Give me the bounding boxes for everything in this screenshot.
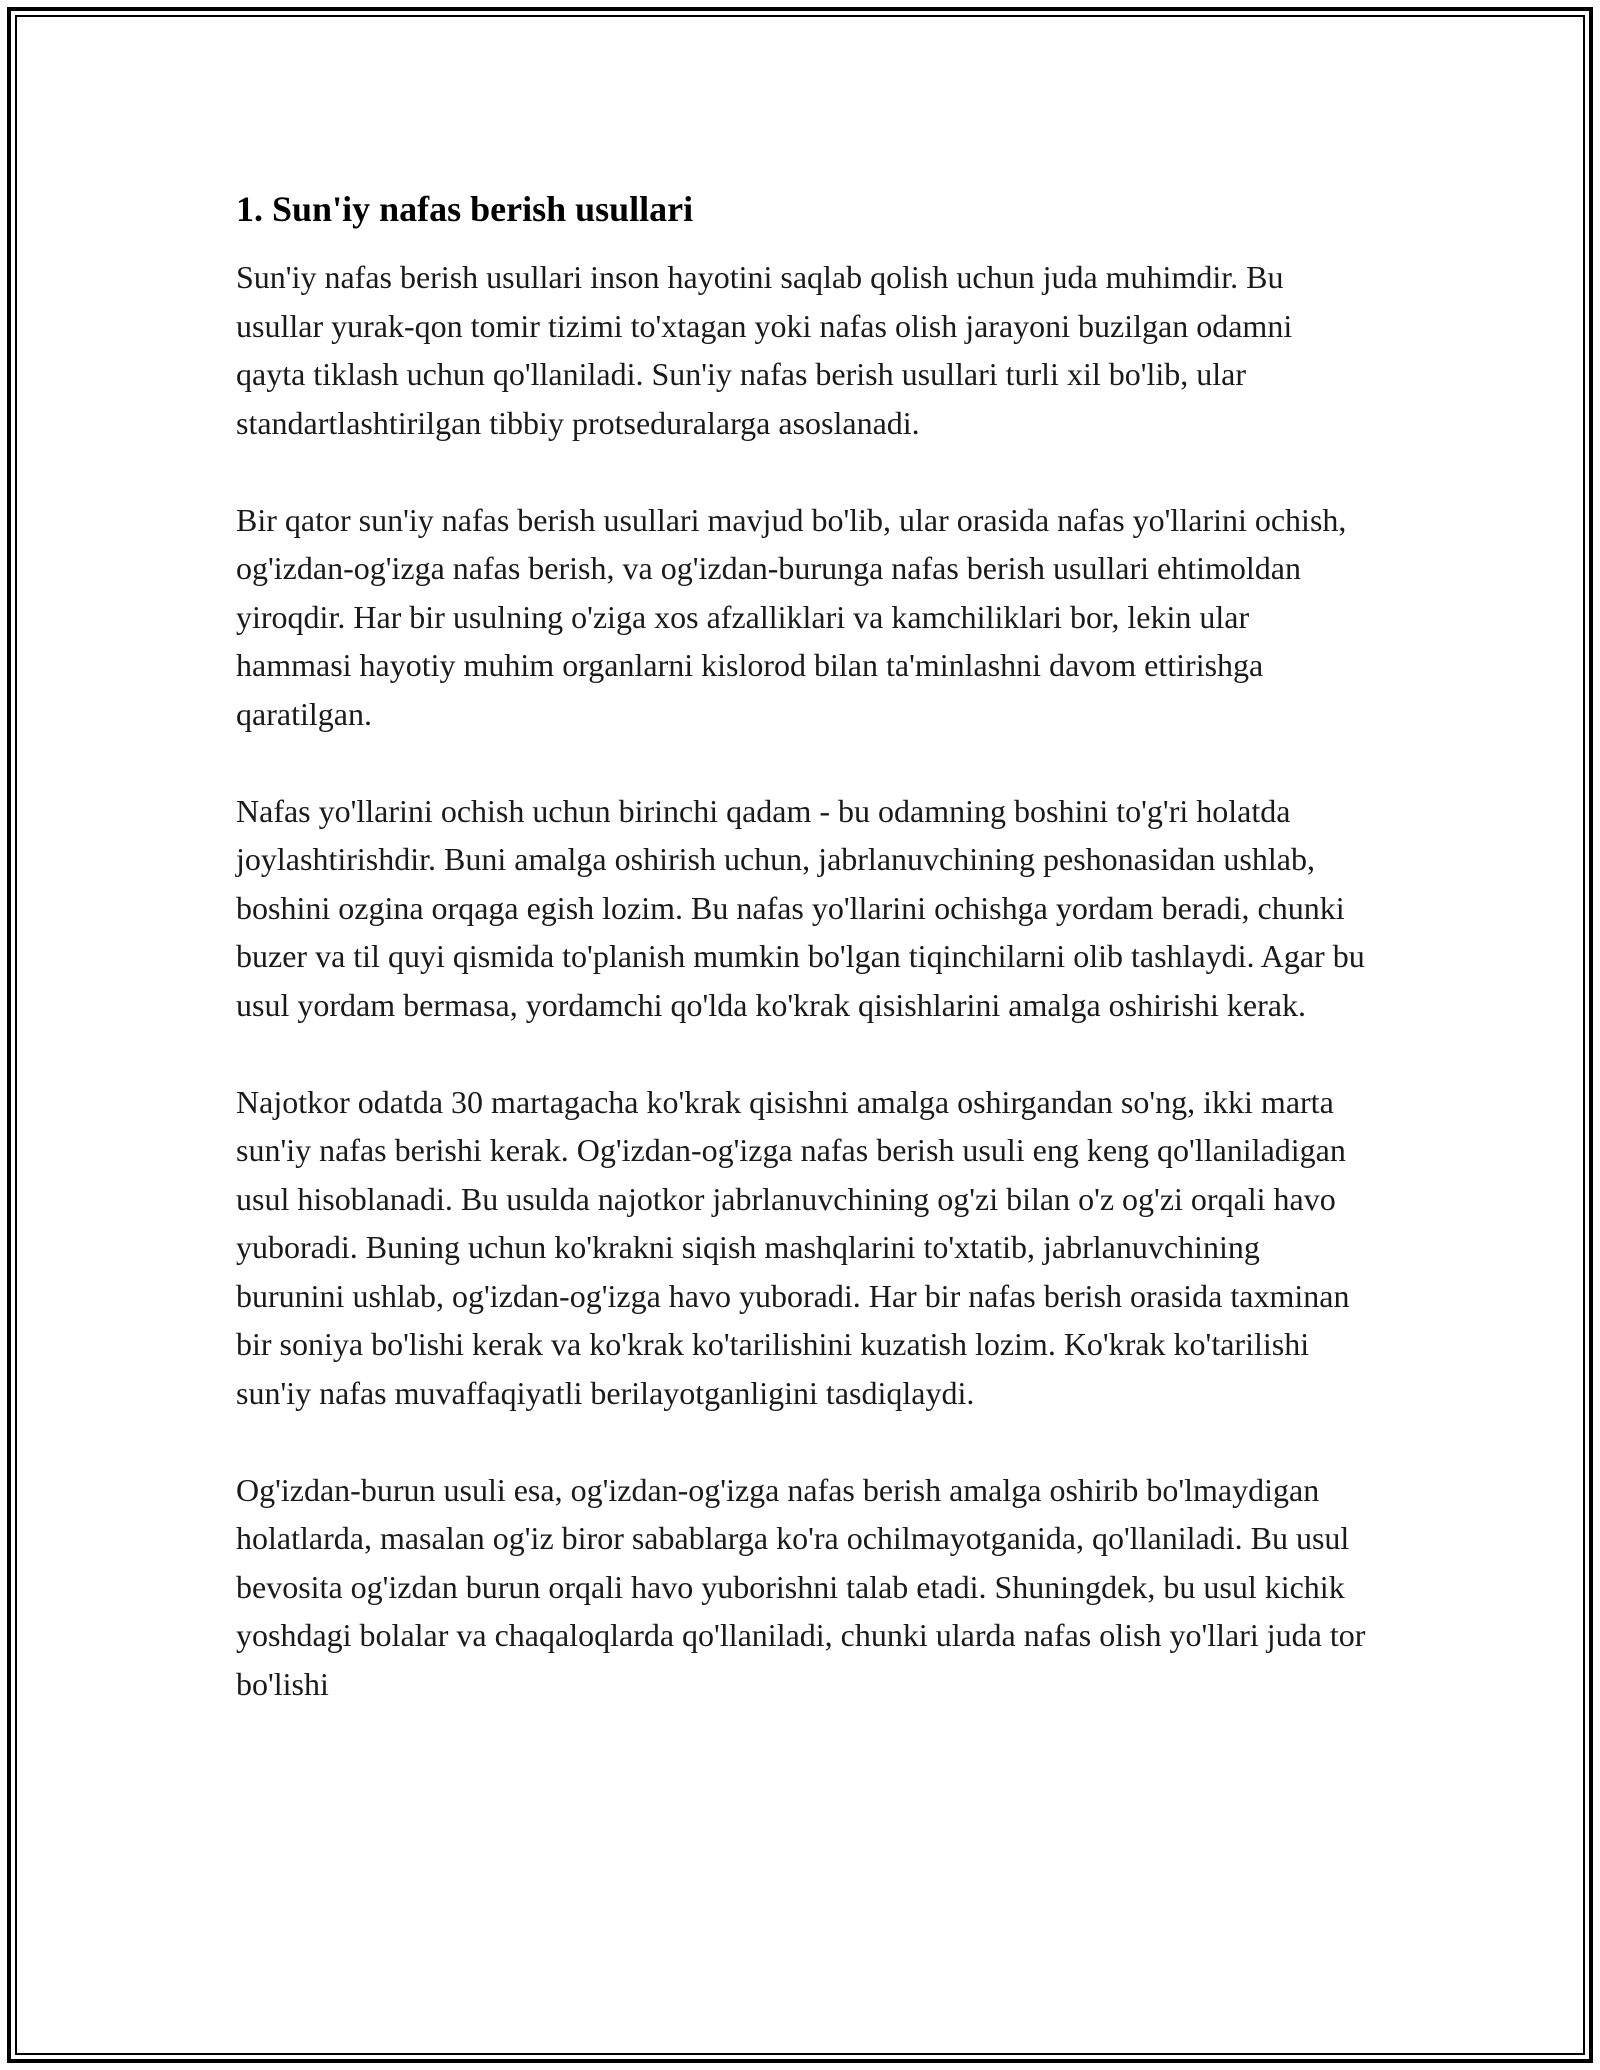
paragraph-2: Bir qator sun'iy nafas berish usullari mavjud bo'lib, ular orasida nafas yo'llarini ochish, og'izdan-og'izga nafas berish, va og'izdan-burunga nafas berish usullari ehtimoldan yiroqdir. Har bir usulning o'ziga xos afzalliklari va kamchiliklari bor, lekin ular hammasi hayotiy muhim organlarni kislorod bilan ta'minlashni davom ettirishga qaratilgan. bbox=[236, 501, 1347, 732]
paragraph-3: Nafas yo'llarini ochish uchun birinchi qadam - bu odamning boshini to'g'ri holatda joylashtirishdir. Buni amalga oshirish uchun, jabrlanuvchining peshonasidan ushlab, boshini ozgina orqaga egish lozim. Bu nafas yo'llarini ochishga yordam beradi, chunki buzer va til quyi qismida to'planish mumkin bo'lgan tiqinchilarni olib tashlaydi. Agar bu usul yordam bermasa, yordamchi qo'lda ko'krak qisishlarini amalga oshirishi kerak. bbox=[236, 792, 1365, 1023]
document-body bbox=[236, 185, 1366, 1708]
section-heading: 1. Sun'iy nafas berish usullari bbox=[236, 189, 694, 229]
paragraph-4: Najotkor odatda 30 martagacha ko'krak qisishni amalga oshirgandan so'ng, ikki marta sun'iy nafas berishi kerak. Og'izdan-og'izga nafas berish usuli eng keng qo'llaniladigan usul hisoblanadi. Bu usulda najotkor jabrlanuvchining og'zi bilan o'z og'zi orqali havo yuboradi. Buning uchun ko'krakni siqish mashqlarini to'xtatib, jabrlanuvchining burunini ushlab, og'izdan-og'izga havo yuboradi. Har bir nafas berish orasida taxminan bir soniya bo'lishi kerak va ko'krak ko'tarilishini kuzatish lozim. Ko'krak ko'tarilishi sun'iy nafas muvaffaqiyatli berilayotganligini tasdiqlaydi. bbox=[236, 1083, 1350, 1411]
paragraph-5: Og'izdan-burun usuli esa, og'izdan-og'izga nafas berish amalga oshirib bo'lmaydigan holatlarda, masalan og'iz biror sabablarga ko'ra ochilmayotganida, qo'llaniladi. Bu usul bevosita og'izdan burun orqali havo yuborishni talab etadi. Shuningdek, bu usul kichik yoshdagi bolalar va chaqaloqlarda qo'llaniladi, chunki ularda nafas olish yo'llari juda tor bo'lishi bbox=[236, 1471, 1366, 1702]
paragraph-1: Sun'iy nafas berish usullari inson hayotini saqlab qolish uchun juda muhimdir. Bu usullar yurak-qon tomir tizimi to'xtagan yoki nafas olish jarayoni buzilgan odamni qayta tiklash uchun qo'llaniladi. Sun'iy nafas berish usullari turli xil bo'lib, ular standartlashtirilgan tibbiy protseduralarga asoslanadi. bbox=[236, 259, 1293, 441]
